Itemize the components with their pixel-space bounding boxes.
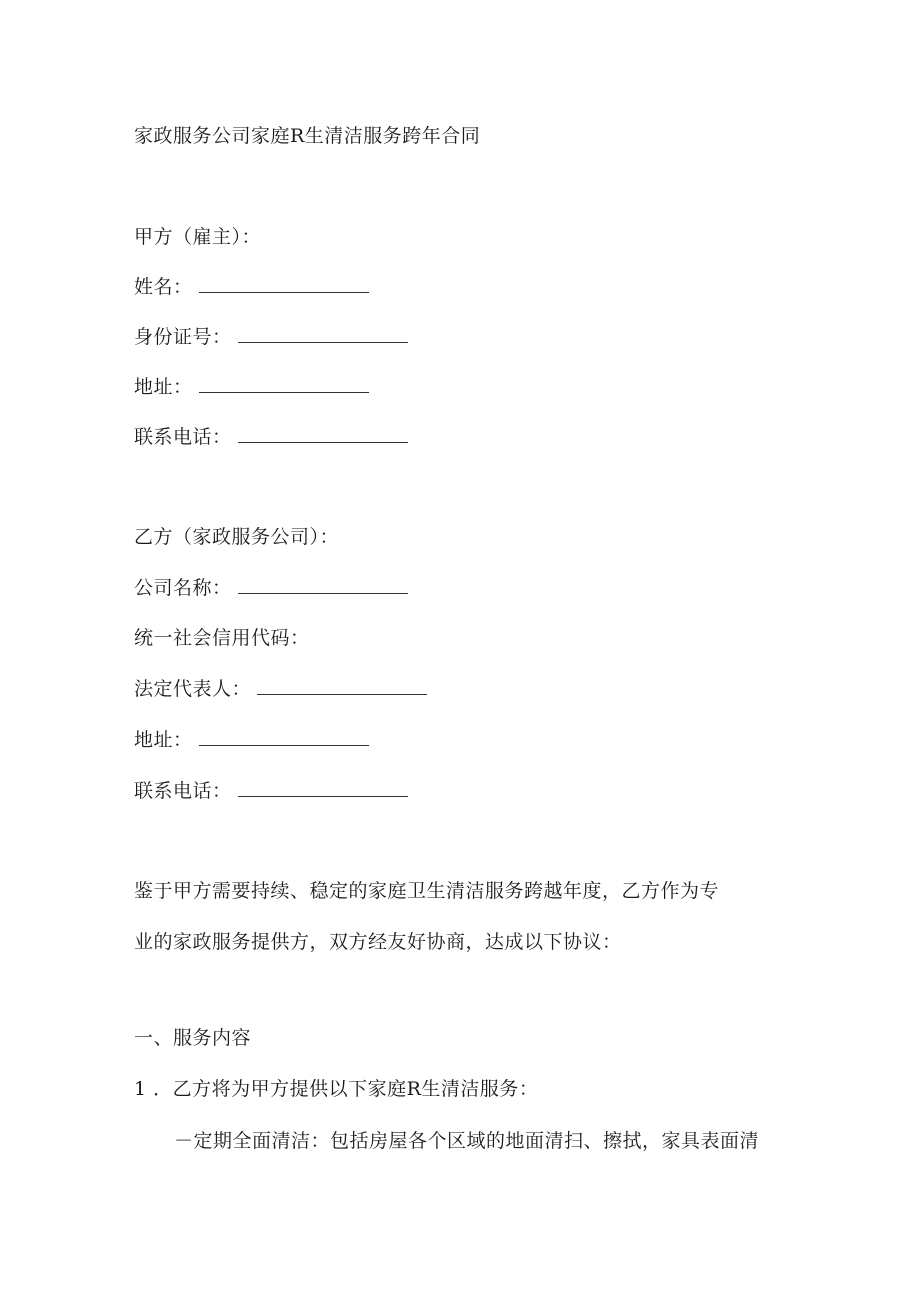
party-b-heading: 乙方（家政服务公司）： [134,526,340,548]
party-a-address-label: 地址： [134,376,193,398]
party-b-company-label: 公司名称： [134,577,232,599]
party-a-name-label: 姓名： [134,276,193,298]
party-b-legal-rep-field [134,677,427,701]
party-a-id-label: 身份证号： [134,326,232,348]
preamble-line-1: 鉴于甲方需要持续、稳定的家庭卫生清洁服务跨越年度，乙方作为专 [134,880,720,902]
party-b-credit-code-field [134,626,310,650]
party-a-id-field [134,325,408,349]
party-b-phone-label: 联系电话： [134,780,232,802]
section-1-heading: 一、服务内容 [134,1027,252,1049]
party-b-credit-code-label: 统一社会信用代码： [134,627,310,649]
section-1-item-1: 1 ．乙方将为甲方提供以下家庭R生清洁服务： [134,1078,539,1100]
document-title: 家政服务公司家庭R生清洁服务跨年合同 [134,125,481,147]
party-a-id-blank [238,326,408,343]
party-a-phone-label: 联系电话： [134,426,232,448]
party-b-legal-rep-blank [257,678,427,695]
party-a-phone-field [134,425,408,449]
party-b-phone-blank [238,780,408,797]
party-b-address-field [134,728,369,752]
preamble-line-2: 业的家政服务提供方，双方经友好协商，达成以下协议： [134,931,622,953]
party-b-legal-rep-label: 法定代表人： [134,678,252,700]
party-a-heading: 甲方（雇主）： [134,226,262,248]
party-b-phone-field [134,779,408,803]
party-a-name-field [134,275,369,299]
party-a-address-blank [199,376,369,393]
party-b-company-blank [238,577,408,594]
party-b-address-blank [199,729,369,746]
party-a-address-field [134,375,369,399]
section-1-subitem-1: －定期全面清洁：包括房屋各个区域的地面清扫、擦拭，家具表面清 [174,1130,760,1152]
party-b-address-label: 地址： [134,729,193,751]
party-b-company-field [134,576,408,600]
party-a-phone-blank [238,426,408,443]
party-a-name-blank [199,276,369,293]
